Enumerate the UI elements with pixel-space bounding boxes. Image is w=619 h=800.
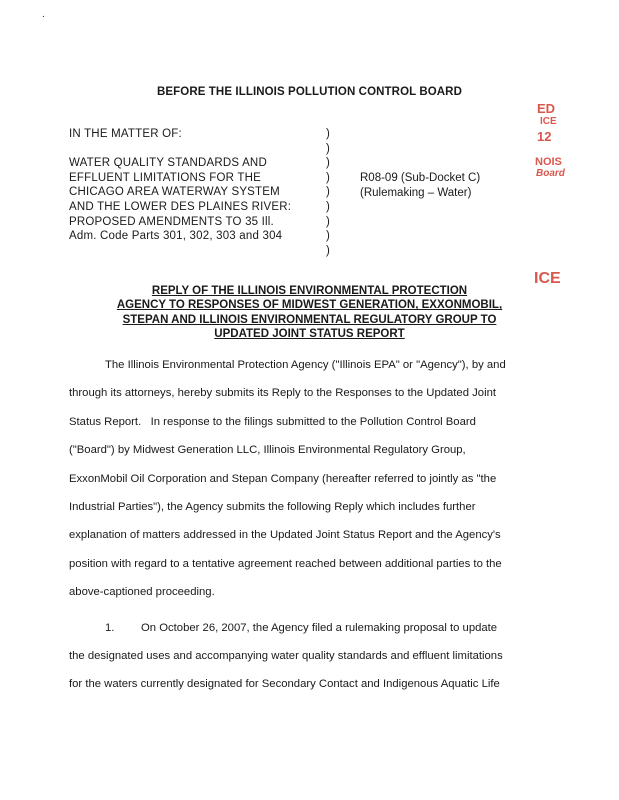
body-paragraph-1 <box>69 614 549 699</box>
docket-number <box>360 171 480 200</box>
corner-dot-mark: . <box>42 9 45 20</box>
reply-title-line: UPDATED JOINT STATUS REPORT <box>214 327 405 340</box>
received-stamp-fragment: ICE <box>534 270 561 287</box>
reply-title-line: AGENCY TO RESPONSES OF MIDWEST GENERATION, EXXONMOBIL, <box>116 299 503 312</box>
body-line: ("Board") by Midwest Generation LLC, Illinois Environmental Regulatory Group, <box>69 444 466 457</box>
received-stamp-fragment: 12 <box>537 129 552 144</box>
paren: ) <box>326 215 330 228</box>
body-line: Industrial Parties"), the Agency submits the following Reply which includes further <box>69 501 476 514</box>
body-paragraph-intro <box>69 351 549 607</box>
body-line: ExxonMobil Oil Corporation and Stepan Company (hereafter referred to jointly as "the <box>69 472 497 485</box>
paren: ) <box>326 244 330 257</box>
caption-line: WATER QUALITY STANDARDS AND <box>69 157 267 170</box>
paren: ) <box>326 128 330 140</box>
caption-parentheses <box>326 127 330 258</box>
paren: ) <box>326 186 330 199</box>
caption-line: CHICAGO AREA WATERWAY SYSTEM <box>69 186 280 199</box>
reply-title <box>60 284 559 341</box>
caption-line: Adm. Code Parts 301, 302, 303 and 304 <box>69 230 283 243</box>
paren: ) <box>326 200 330 213</box>
received-stamp-fragment: ICE <box>540 116 557 127</box>
paren: ) <box>326 230 330 243</box>
body-line: The Illinois Environmental Protection Agency ("Illinois EPA" or "Agency"), by and <box>105 359 506 371</box>
paren: ) <box>326 157 330 170</box>
body-line: position with regard to a tentative agreement reached between additional parties to the <box>69 557 502 570</box>
received-stamp-fragment: NOIS <box>535 156 562 168</box>
body-line: through its attorneys, hereby submits its Reply to the Responses to the Updated Joint <box>69 387 497 400</box>
docket-line: R08-09 (Sub-Docket C) <box>360 172 481 184</box>
paren: ) <box>326 171 330 184</box>
docket-type: (Rulemaking – Water) <box>360 186 472 199</box>
body-line: Status Report. In response to the filings submitted to the Pollution Control Board <box>69 415 476 428</box>
document-body <box>69 351 549 699</box>
body-line: explanation of matters addressed in the Updated Joint Status Report and the Agency's <box>69 529 501 542</box>
caption-line: EFFLUENT LIMITATIONS FOR THE <box>69 171 261 184</box>
received-stamp-fragment: Board <box>536 168 565 179</box>
case-caption <box>69 127 291 244</box>
board-title: BEFORE THE ILLINOIS POLLUTION CONTROL BOARD <box>156 86 462 98</box>
paren: ) <box>326 142 330 155</box>
body-line-text: On October 26, 2007, the Agency filed a rulemaking proposal to update <box>141 621 498 634</box>
reply-title-line: STEPAN AND ILLINOIS ENVIRONMENTAL REGULATORY GROUP TO <box>122 313 497 326</box>
body-line: above-captioned proceeding. <box>69 586 215 599</box>
body-line: the designated uses and accompanying water quality standards and effluent limitations <box>69 650 503 663</box>
caption-line: AND THE LOWER DES PLAINES RIVER: <box>69 200 292 213</box>
caption-line-matter: IN THE MATTER OF: <box>69 128 182 140</box>
caption-line: PROPOSED AMENDMENTS TO 35 Ill. <box>69 215 274 228</box>
received-stamp-fragment: ED <box>537 101 556 116</box>
body-line: for the waters currently designated for Secondary Contact and Indigenous Aquatic Life <box>69 678 500 691</box>
paragraph-number: 1. <box>105 621 115 634</box>
body-line <box>69 614 549 642</box>
reply-title-line: REPLY OF THE ILLINOIS ENVIRONMENTAL PROTECTION <box>151 285 468 297</box>
